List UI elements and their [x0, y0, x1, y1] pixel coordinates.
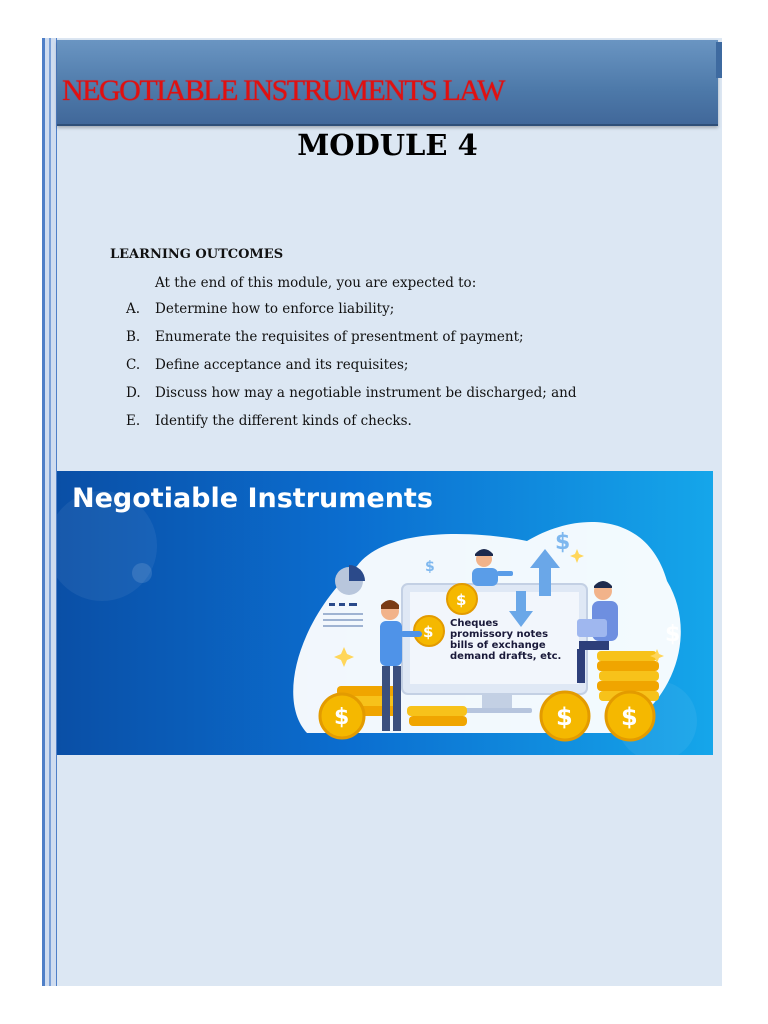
list-item-letter: D.: [126, 385, 141, 401]
list-item-letter: B.: [126, 329, 141, 345]
negotiable-instruments-banner: [57, 471, 713, 755]
header-band-edge: [716, 42, 722, 78]
learning-outcomes-list: [0, 301, 768, 441]
svg-text:$: $: [334, 705, 350, 730]
screen-line: Cheques: [450, 618, 499, 629]
svg-text:$: $: [456, 591, 467, 609]
list-item: [0, 301, 768, 329]
screen-line: bills of exchange: [450, 640, 546, 651]
coin-icon: [606, 692, 654, 740]
list-item-text: Define acceptance and its requisites;: [155, 357, 409, 373]
list-item: [0, 385, 768, 413]
coin-icon: [320, 694, 364, 738]
list-item-text: Enumerate the requisites of presentment of payment;: [155, 329, 524, 345]
learning-outcomes-heading: LEARNING OUTCOMES: [110, 247, 284, 262]
list-item-letter: E.: [126, 413, 141, 429]
svg-text:$: $: [425, 559, 435, 575]
svg-text:$: $: [621, 703, 638, 731]
document-title: NEGOTIABLE INSTRUMENTS LAW: [62, 74, 504, 107]
coin-icon: [541, 692, 589, 740]
list-item-letter: C.: [126, 357, 141, 373]
svg-text:$: $: [555, 530, 571, 555]
svg-text:$: $: [665, 622, 681, 647]
screen-line: demand drafts, etc.: [450, 651, 562, 662]
list-item-text: Discuss how may a negotiable instrument be discharged; and: [155, 385, 577, 401]
coin-icon: [447, 584, 477, 614]
learning-outcomes-intro: At the end of this module, you are expected to:: [155, 275, 477, 291]
list-item-letter: A.: [126, 301, 141, 317]
module-title: MODULE 4: [297, 128, 478, 162]
screen-line: promissory notes: [450, 629, 549, 640]
left-page-border: [42, 38, 57, 986]
list-item-text: Identify the different kinds of checks.: [155, 413, 412, 429]
list-item: [0, 413, 768, 441]
list-item-text: Determine how to enforce liability;: [155, 301, 395, 317]
list-item: [0, 357, 768, 385]
banner-title: Negotiable Instruments: [72, 483, 433, 514]
svg-text:$: $: [423, 623, 434, 641]
svg-text:$: $: [556, 703, 573, 731]
list-item: [0, 329, 768, 357]
monitor-screen-text: [450, 618, 561, 662]
